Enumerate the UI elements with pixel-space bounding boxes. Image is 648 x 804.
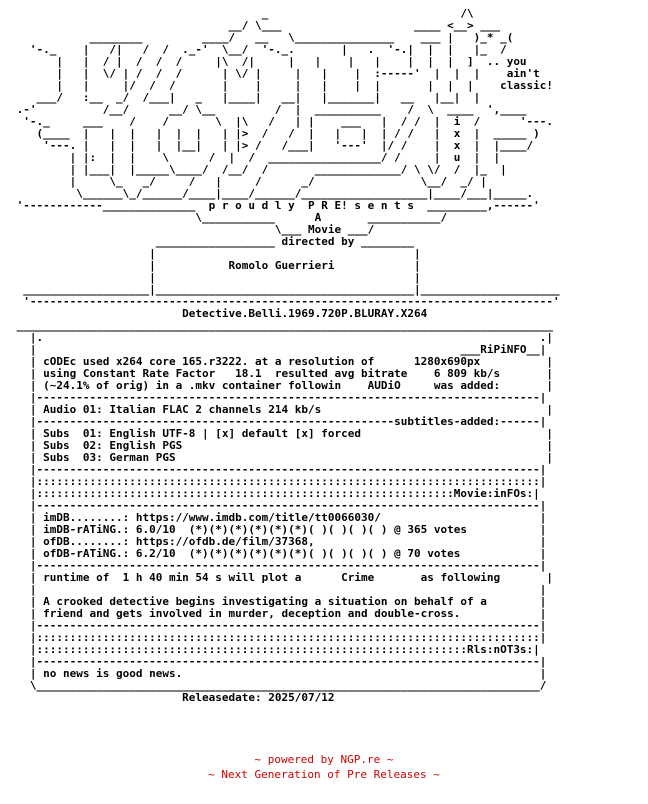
nfo-line: '-._ ___ / / \ |\ / | | ___ | / / | i / '---. (10, 115, 554, 128)
nfo-line: | Romolo Guerrieri | (10, 259, 421, 272)
nfo-line: |::::::::::::::::::::::::::::::::::::::::::::::::::::::::::::::::::::::::::::| (10, 475, 547, 488)
nfo-line: |----------------------------------------------------------------------------| (10, 655, 547, 668)
nfo-line: _ /\ (10, 7, 474, 20)
footer-tagline: ~ Next Generation of Pre Releases ~ (208, 768, 440, 781)
nfo-line: | no news is good news. | (10, 667, 547, 680)
nfo-line: __/ \___ ____ <__> ___ (10, 19, 501, 32)
nfo-line: | runtime of 1 h 40 min 54 s will plot a Crime as following | (10, 571, 554, 584)
nfo-line: | | |/ / / | | | | | | | | | classic! (10, 79, 554, 92)
nfo-line: Releasedate: 2025/07/12 (10, 691, 335, 704)
nfo-line: '-------------------------------------------------------------------------------' (10, 295, 560, 308)
nfo-line: (____ | | | | | | | |> / / | | | | / / | x | _____ ) (10, 127, 540, 140)
nfo-line: | (~24.1% of orig) in a .mkv container followin AUDiO was added: | (10, 379, 554, 392)
nfo-line: | Subs 03: German PGS | (10, 451, 554, 464)
nfo-line: | Audio 01: Italian FLAC 2 channels 214 kb/s | (10, 403, 554, 416)
nfo-line: ___/ :__ _/ /___| _ |____| __| |_______| __ |__| | (10, 91, 481, 104)
nfo-line: .-' /__/ __/ \__ / | __________ / \ ____ ',____ (10, 103, 527, 116)
nfo-line: | \_ _/ / | / _/ \__/ _/ | (10, 175, 487, 188)
nfo-line: |------------------------------------------------------subtitles-added:------| (10, 415, 547, 428)
nfo-line: | |: | | \ / | / _________________/ / | u | | (10, 151, 501, 164)
nfo-line: ___________________|_______________________________________|_____________________ (10, 283, 560, 296)
nfo-line: |. .| (10, 331, 554, 344)
nfo-line: \____________________________________________________________________________/ (10, 679, 547, 692)
nfo-line: _________________________________________________________________________________ (10, 319, 554, 332)
nfo-line: | ___RiPiNFO__| (10, 343, 547, 356)
nfo-line: '-._ | /| / / ._-' \__/ '-._. | . '-.| | | |_ / (10, 43, 507, 56)
nfo-line: | Subs 01: English UTF-8 | [x] default [x] forced | (10, 427, 554, 440)
nfo-line: | | \/ | / / / | \/ | | | | :-----' | | | ain't (10, 67, 540, 80)
nfo-line: |:::::::::::::::::::::::::::::::::::::::::::::::::::::::::::::::::Rls:nOT3s:| (10, 643, 540, 656)
nfo-line: | friend and gets involved in murder, deception and double-cross. | (10, 607, 547, 620)
nfo-line: | | (10, 271, 421, 284)
nfo-line: \______\_/______/____|____/______/___________________|____/___|_____. (10, 187, 534, 200)
nfo-line: \___________ A ___________/ (10, 211, 448, 224)
nfo-line: |----------------------------------------------------------------------------| (10, 559, 547, 572)
nfo-line: | A crooked detective begins investigating a situation on behalf of a | (10, 595, 547, 608)
nfo-line: |----------------------------------------------------------------------------| (10, 463, 547, 476)
nfo-line: __________________ directed by ________ (10, 235, 414, 248)
nfo-line: ________ ____/ __ \_______________ ___ | )_* _( (10, 31, 514, 44)
nfo-line: |----------------------------------------------------------------------------| (10, 499, 547, 512)
nfo-line: | ofDB........: https://ofdb.de/film/37368, | (10, 535, 547, 548)
nfo-line: |::::::::::::::::::::::::::::::::::::::::::::::::::::::::::::::::::::::::::::| (10, 631, 547, 644)
nfo-line: | | / | / / / |\ /| | | | | | | | ] .. you (10, 55, 527, 68)
nfo-line: \___ Movie ___/ (10, 223, 375, 236)
nfo-line: | | (10, 583, 547, 596)
nfo-line: |:::::::::::::::::::::::::::::::::::::::::::::::::::::::::::::::Movie:inFOs:| (10, 487, 540, 500)
footer-powered-by: ~ powered by NGP.re ~ (254, 753, 394, 766)
nfo-line: | |___| |_____\____/ /__/ / _____________/ \ \/ / |_ | (10, 163, 507, 176)
nfo-line: | cODEc used x264 core 165.r3222. at a resolution of 1280x690px | (10, 355, 554, 368)
nfo-line: Detective.Belli.1969.720P.BLURAY.X264 (10, 307, 428, 320)
nfo-line: |----------------------------------------------------------------------------| (10, 391, 547, 404)
nfo-line: | imDB........: https://www.imdb.com/title/tt0066030/ | (10, 511, 547, 524)
nfo-line: '---. | | | | |__| | |> / /___| '---' |/ / | x | |____/ (10, 139, 534, 152)
nfo-line: | ofDB-rATiNG.: 6.2/10 (*)(*)(*)(*)(*)(*)( )( )( )( ) @ 70 votes | (10, 547, 547, 560)
nfo-line: |----------------------------------------------------------------------------| (10, 619, 547, 632)
footer (0, 752, 648, 782)
nfo-line: | | (10, 247, 421, 260)
nfo-text (10, 8, 560, 704)
nfo-line: '------------______________ p r o u d l y P R E! s e n t s _________,------' (10, 199, 540, 212)
nfo-line: | using Constant Rate Factor 18.1 resulted avg bitrate 6 809 kb/s | (10, 367, 554, 380)
nfo-line: | imDB-rATiNG.: 6.0/10 (*)(*)(*)(*)(*)(*)( )( )( )( ) @ 365 votes | (10, 523, 547, 536)
nfo-line: | Subs 02: English PGS | (10, 439, 554, 452)
